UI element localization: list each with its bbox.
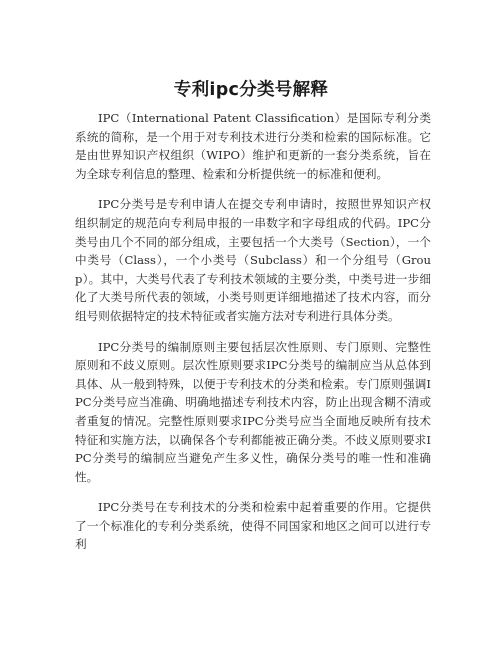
paragraph-ipc-structure: IPC分类号是专利申请人在提交专利申请时，按照世界知识产权组织制定的规范向专利局申报的一串数字和字母组成的代码。IPC分类号由几个不同的部分组成，主要包括一个大类号（Section），一个中类号（Class），一个小类号（Subclass）和一个分组号（Group）。其中，大类号代表了专利技术领域的主要分类，中类号进一步细化了大类号所代表的领域，小类号则更详细地描述了技术内容，而分组号则依据特定的技术特征或者实施方法对专利进行具体分类。: [75, 197, 431, 323]
paragraph-ipc-role: IPC分类号在专利技术的分类和检索中起着重要的作用。它提供了一个标准化的专利分类系统，使得不同国家和地区之间可以进行专利: [75, 500, 431, 552]
paragraph-ipc-principles: IPC分类号的编制原则主要包括层次性原则、专门原则、完整性原则和不歧义原则。层次性原则要求IPC分类号的编制应当从总体到具体、从一般到特殊，以便于专利技术的分类和检索。专门原则强调IPC分类号应当准确、明确地描述专利技术内容，防止出现含糊不清或者重复的情况。完整性原则要求IPC分类号应当全面地反映所有技术特征和实施方法，以确保各个专利都能被正确分类。不歧义原则要求IPC分类号的编制应当避免产生多义性，确保分类号的唯一性和准确性。: [75, 339, 431, 484]
paragraph-ipc-definition: IPC（International Patent Classification）是国际专利分类系统的简称，是一个用于对专利技术进行分类和检索的国际标准。它是由世界知识产权组织（WIPO）维护和更新的一套分类系统，旨在为全球专利信息的整理、检索和分析提供统一的标准和便利。: [75, 111, 431, 181]
document-body: [75, 109, 431, 566]
document-title: 专利ipc分类号解释: [173, 80, 329, 100]
